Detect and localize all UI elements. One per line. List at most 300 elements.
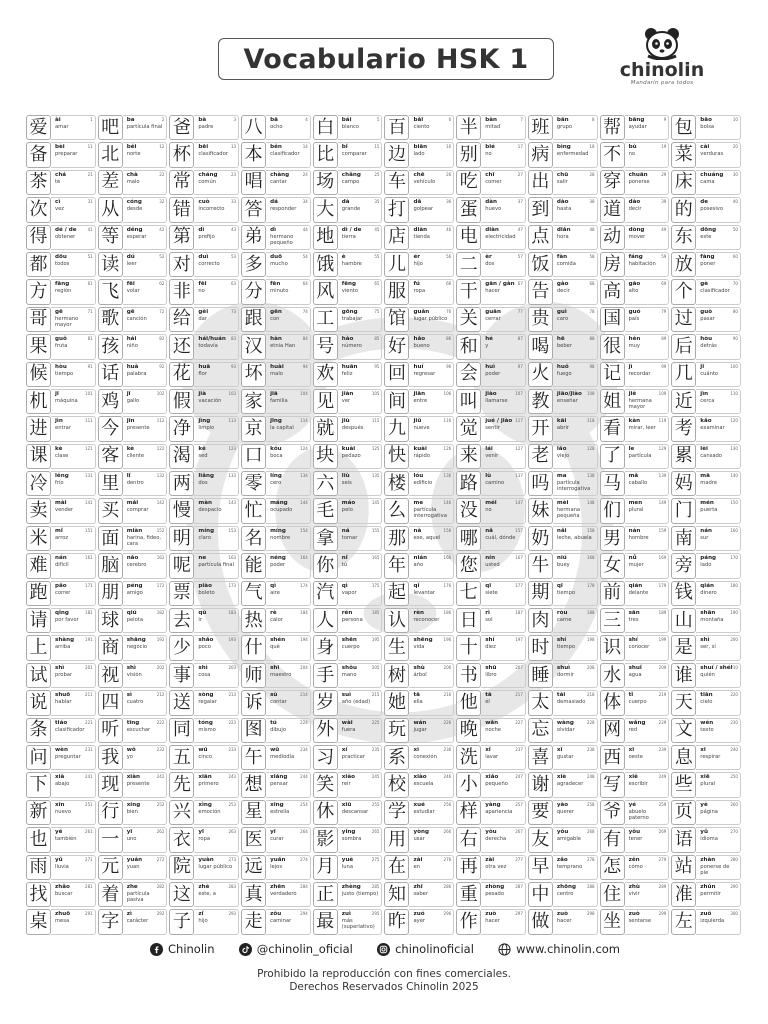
spanish-meaning: saber <box>413 890 428 897</box>
hanzi-character: 写 <box>600 772 625 797</box>
instagram-link[interactable] <box>377 942 474 956</box>
pinyin: nà <box>413 527 422 534</box>
website-link[interactable] <box>498 942 620 956</box>
hanzi-character: 少 <box>169 635 194 660</box>
entry-info <box>696 772 741 797</box>
entry-number: 144 <box>300 500 308 506</box>
facebook-link[interactable] <box>150 942 215 956</box>
entry-number: 227 <box>515 719 523 725</box>
spanish-meaning: presente <box>126 781 150 788</box>
entry-info <box>409 115 454 140</box>
vocab-entry <box>98 909 168 934</box>
pinyin: shì <box>55 664 65 671</box>
pinyin: pǎo <box>55 582 67 589</box>
hanzi-character: 喜 <box>528 745 553 770</box>
vocab-entry <box>456 115 526 140</box>
vocab-entry <box>241 225 311 250</box>
entry-number: 140 <box>730 473 738 479</box>
entry-info <box>625 225 670 250</box>
spanish-meaning: vez <box>55 206 64 213</box>
entry-number: 62 <box>159 281 165 287</box>
spanish-meaning: lejos <box>270 863 283 870</box>
hanzi-character: 天 <box>671 690 696 715</box>
hanzi-character: 重 <box>456 882 481 907</box>
hanzi-character: 晚 <box>456 718 481 743</box>
spanish-meaning: dibujo <box>270 726 287 733</box>
pinyin: ba <box>126 117 135 123</box>
vocab-entry <box>241 416 311 441</box>
vocab-entry <box>528 690 598 715</box>
brand-logo <box>612 26 712 96</box>
spanish-meaning: frío <box>55 480 64 487</box>
pinyin: bà <box>198 117 207 123</box>
vocab-entry <box>671 690 741 715</box>
entry-number: 67 <box>517 281 523 287</box>
pinyin: bàn <box>485 117 497 123</box>
vocab-entry <box>456 690 526 715</box>
entry-info <box>696 389 741 414</box>
entry-info <box>338 334 383 359</box>
entry-number: 172 <box>156 582 165 588</box>
hanzi-character: 来 <box>456 444 481 469</box>
hanzi-character: 今 <box>98 416 123 441</box>
entry-info <box>625 471 670 496</box>
spanish-meaning: comer <box>485 178 502 185</box>
spanish-meaning: conexión <box>413 753 437 760</box>
entry-number: 61 <box>87 281 93 287</box>
vocab-entry <box>98 334 168 359</box>
spanish-meaning: pelo <box>341 507 353 514</box>
spanish-meaning: yuan <box>126 863 140 870</box>
entry-number: 56 <box>446 253 452 259</box>
vocab-entry <box>384 745 454 770</box>
pinyin: chū <box>556 171 569 178</box>
entry-info <box>481 142 526 167</box>
entry-info <box>123 471 168 496</box>
entry-info <box>51 526 96 551</box>
spanish-meaning: hacer <box>485 288 500 295</box>
entry-number: 256 <box>443 801 452 807</box>
vocab-entry <box>671 252 741 277</box>
vocab-entry <box>528 362 598 387</box>
pinyin: yī <box>126 829 133 836</box>
vocab-entry <box>456 526 526 551</box>
pinyin: dōng <box>700 226 717 233</box>
hanzi-character: 图 <box>241 718 266 743</box>
entry-number: 275 <box>371 856 380 862</box>
spanish-meaning: hablar <box>55 699 72 706</box>
pinyin: yī <box>198 829 204 836</box>
entry-number: 120 <box>730 418 738 424</box>
facebook-icon <box>150 943 163 956</box>
vocab-entry <box>241 745 311 770</box>
entry-number: 251 <box>85 801 93 807</box>
pinyin: sòng <box>198 692 214 699</box>
vocab-entry <box>528 389 598 414</box>
pinyin: huān <box>341 363 358 370</box>
entry-number: 274 <box>300 856 308 862</box>
entry-info <box>194 225 239 250</box>
entry-info <box>625 882 670 907</box>
hanzi-character: 分 <box>241 279 266 304</box>
pinyin: lěng <box>55 473 69 480</box>
entry-number: 46 <box>446 226 452 232</box>
entry-number: 7 <box>520 117 523 122</box>
hanzi-character: 方 <box>26 279 51 304</box>
pinyin: shì <box>700 637 710 644</box>
pinyin: fáng <box>628 253 643 260</box>
pinyin: dì <box>198 226 205 233</box>
entry-number: 175 <box>371 582 380 588</box>
spanish-meaning: página <box>700 808 718 815</box>
globe-icon <box>498 943 511 956</box>
spanish-meaning: ocupado <box>270 507 293 514</box>
entry-info <box>266 416 311 441</box>
entry-info <box>338 362 383 387</box>
entry-info <box>553 498 598 523</box>
vocab-entry <box>313 444 383 469</box>
pinyin: qǐ <box>413 582 420 589</box>
pinyin: kè <box>126 445 135 452</box>
vocab-entry <box>169 115 239 140</box>
hanzi-character: 太 <box>528 690 553 715</box>
pinyin: yī <box>270 829 276 836</box>
vocab-entry <box>671 142 741 167</box>
pinyin: zuì <box>341 911 351 918</box>
hanzi-character: 多 <box>241 252 266 277</box>
pinyin: chà <box>126 171 138 178</box>
entry-info <box>481 635 526 660</box>
entry-number: 59 <box>661 253 667 259</box>
vocab-entry <box>384 115 454 140</box>
entry-number: 6 <box>448 117 452 122</box>
vocab-entry <box>313 581 383 606</box>
entry-number: 126 <box>443 445 452 451</box>
entry-number: 189 <box>658 610 667 616</box>
pinyin: zhèng <box>341 883 361 890</box>
pinyin: lèi <box>700 445 708 452</box>
entry-info <box>553 553 598 578</box>
entry-number: 49 <box>661 226 667 232</box>
entry-info <box>553 471 598 496</box>
vocab-entry <box>313 745 383 770</box>
entry-info <box>266 745 311 770</box>
pinyin: mài <box>55 500 67 507</box>
entry-number: 104 <box>300 390 308 396</box>
hanzi-character: 现 <box>98 772 123 797</box>
spanish-meaning: clasificador <box>700 288 730 295</box>
entry-number: 167 <box>515 555 523 561</box>
spanish-meaning: sentir <box>485 425 500 432</box>
pinyin: dá <box>270 199 278 206</box>
hanzi-character: 假 <box>169 389 194 414</box>
vocab-entry <box>241 279 311 304</box>
hanzi-character: 西 <box>600 745 625 770</box>
entry-info <box>123 197 168 222</box>
vocab-entry <box>241 444 311 469</box>
pinyin: xí <box>341 746 348 753</box>
hanzi-character: 服 <box>384 279 409 304</box>
entry-number: 55 <box>374 253 380 259</box>
entry-info <box>194 471 239 496</box>
entry-number: 75 <box>374 308 380 314</box>
entry-number: 5 <box>376 117 380 122</box>
spanish-meaning: maestro <box>270 671 292 678</box>
pinyin: è <box>341 253 346 260</box>
pinyin: nǎo <box>126 555 139 562</box>
pinyin: shǒu <box>341 664 357 671</box>
hanzi-character: 怎 <box>600 855 625 880</box>
entry-number: 246 <box>443 774 452 780</box>
pinyin: wàng <box>556 719 574 726</box>
spanish-meaning: qué <box>270 644 280 651</box>
entry-info <box>481 690 526 715</box>
entry-info <box>123 608 168 633</box>
hanzi-character: 楼 <box>384 471 409 496</box>
spanish-meaning: vacación <box>198 397 222 404</box>
hanzi-character: 左 <box>671 909 696 934</box>
hanzi-character: 吗 <box>528 471 553 496</box>
vocab-entry <box>241 855 311 880</box>
entry-number: 147 <box>515 500 523 506</box>
entry-info <box>266 909 311 934</box>
vocab-entry <box>26 362 96 387</box>
vocab-entry <box>384 690 454 715</box>
spanish-meaning: mucho <box>270 260 288 267</box>
vocab-entry <box>671 115 741 140</box>
vocab-entry <box>600 663 670 688</box>
entry-number: 230 <box>730 719 738 725</box>
entry-info <box>51 362 96 387</box>
spanish-meaning: electricidad <box>485 233 516 240</box>
spanish-meaning: más (superlativo) <box>341 918 375 931</box>
entry-number: 145 <box>371 500 380 506</box>
pinyin: huà <box>126 363 139 370</box>
spanish-meaning: cerebro <box>126 562 147 569</box>
entry-info <box>625 416 670 441</box>
spanish-meaning: cliente <box>126 452 145 459</box>
entry-info <box>696 170 741 195</box>
vocab-entry <box>98 444 168 469</box>
spanish-meaning: partícula interrogativa <box>413 507 447 520</box>
spanish-meaning: pequeño <box>485 781 508 788</box>
spanish-meaning: malo <box>126 178 140 185</box>
entry-info <box>123 690 168 715</box>
entry-info <box>696 581 741 606</box>
spanish-meaning: este <box>700 233 712 240</box>
hanzi-character: 诉 <box>241 690 266 715</box>
hanzi-character: 还 <box>169 334 194 359</box>
entry-info <box>51 882 96 907</box>
vocab-entry <box>169 389 239 414</box>
hanzi-character: 零 <box>241 471 266 496</box>
entry-info <box>266 526 311 551</box>
entry-number: 9 <box>663 117 667 122</box>
entry-number: 15 <box>374 144 380 150</box>
hanzi-character: 班 <box>528 115 553 140</box>
vocab-entry <box>528 252 598 277</box>
vocab-entry <box>98 855 168 880</box>
vocab-entry <box>98 827 168 852</box>
hanzi-character: 玩 <box>384 718 409 743</box>
entry-info <box>51 444 96 469</box>
pinyin: xìng <box>198 801 212 808</box>
vocab-entry <box>26 444 96 469</box>
hanzi-character: 跟 <box>241 307 266 332</box>
entry-info <box>338 279 383 304</box>
spanish-meaning: lado <box>700 562 712 569</box>
entry-info <box>481 416 526 441</box>
vocab-entry <box>671 334 741 359</box>
vocab-entry <box>313 909 383 934</box>
hanzi-character: 三 <box>600 608 625 633</box>
spanish-meaning: primero <box>198 781 219 788</box>
hanzi-character: 里 <box>98 471 123 496</box>
hanzi-character: 有 <box>600 827 625 852</box>
entry-number: 236 <box>443 746 452 752</box>
hanzi-character: 生 <box>384 635 409 660</box>
pinyin: bǐ <box>341 144 348 151</box>
pinyin: jǐ <box>700 363 705 370</box>
entry-number: 83 <box>231 336 237 342</box>
hanzi-character: 女 <box>600 553 625 578</box>
entry-number: 82 <box>159 336 165 342</box>
entry-number: 208 <box>586 664 595 670</box>
spanish-meaning: idioma <box>700 836 718 843</box>
spanish-meaning: él <box>485 699 490 706</box>
spanish-meaning: vender <box>55 507 74 514</box>
spanish-meaning: pasar <box>700 315 715 322</box>
hanzi-character: 岁 <box>313 690 338 715</box>
pinyin: nán <box>700 527 713 534</box>
entry-number: 188 <box>586 610 595 616</box>
pinyin: hé <box>485 336 493 343</box>
pinyin: jué / jiào <box>485 418 513 425</box>
pinyin: zhōng <box>556 883 576 890</box>
entry-number: 229 <box>658 719 667 725</box>
entry-number: 28 <box>589 171 595 177</box>
vocab-entry <box>26 526 96 551</box>
spanish-meaning: uno <box>126 836 137 843</box>
pinyin: shí <box>628 637 638 644</box>
hanzi-character: 文 <box>671 718 696 743</box>
hanzi-character: 要 <box>528 800 553 825</box>
entry-number: 248 <box>586 774 595 780</box>
hanzi-character: 茶 <box>26 170 51 195</box>
spanish-meaning: reconocer <box>413 617 440 624</box>
spanish-meaning: bien <box>126 808 138 815</box>
vocab-entry <box>26 553 96 578</box>
pinyin: mén <box>700 500 714 507</box>
entry-number: 35 <box>374 199 380 205</box>
entry-number: 57 <box>517 253 523 259</box>
entry-number: 216 <box>443 692 452 698</box>
vocab-entry <box>313 307 383 332</box>
hanzi-character: 口 <box>241 444 266 469</box>
hanzi-character: 洗 <box>456 745 481 770</box>
hanzi-character: 牛 <box>528 553 553 578</box>
hanzi-character: 条 <box>26 718 51 743</box>
pinyin: zuó <box>413 911 425 918</box>
vocab-entry <box>456 800 526 825</box>
pinyin: dào <box>556 199 569 206</box>
spanish-meaning: reír <box>341 781 351 788</box>
pinyin: jìn <box>700 390 709 397</box>
entry-number: 127 <box>515 445 523 451</box>
entry-info <box>338 608 383 633</box>
spanish-meaning: comprar <box>126 507 149 514</box>
pinyin: yǔ <box>700 829 708 836</box>
pinyin: liǎng <box>198 473 214 480</box>
pinyin: méi <box>485 500 497 507</box>
spanish-meaning: boca <box>270 452 283 459</box>
entry-info <box>123 362 168 387</box>
vocab-entry <box>169 772 239 797</box>
hanzi-character: 小 <box>456 772 481 797</box>
entry-info <box>123 252 168 277</box>
spanish-meaning: caballo <box>628 480 648 487</box>
spanish-meaning: carne <box>556 617 572 624</box>
hanzi-character: 脑 <box>98 553 123 578</box>
entry-info <box>194 334 239 359</box>
vocab-entry <box>456 608 526 633</box>
spanish-meaning: minuto <box>270 288 289 295</box>
entry-number: 114 <box>300 418 308 424</box>
spanish-meaning: abrir <box>556 425 570 432</box>
entry-info <box>51 827 96 852</box>
hanzi-character: 百 <box>384 115 409 140</box>
vocab-entry <box>169 362 239 387</box>
hanzi-character: 笑 <box>313 772 338 797</box>
entry-number: 159 <box>658 527 667 533</box>
entry-number: 54 <box>302 253 308 259</box>
spanish-meaning: beber <box>556 343 572 350</box>
hanzi-character: 话 <box>98 362 123 387</box>
pinyin: dōu <box>55 253 67 260</box>
entry-info <box>194 581 239 606</box>
pinyin: wǒ <box>126 746 136 753</box>
vocab-entry <box>169 279 239 304</box>
pinyin: xī <box>700 746 706 753</box>
hanzi-character: 汉 <box>241 334 266 359</box>
vocab-entry <box>313 800 383 825</box>
pinyin: shàng <box>55 637 75 644</box>
entry-info <box>625 608 670 633</box>
entry-info <box>696 444 741 469</box>
hanzi-character: 很 <box>600 334 625 359</box>
vocab-entry <box>98 772 168 797</box>
hanzi-character: 给 <box>169 307 194 332</box>
hanzi-character: 住 <box>600 882 625 907</box>
pinyin: lù <box>485 473 492 480</box>
pinyin: kuài <box>341 445 356 452</box>
entry-number: 215 <box>371 692 380 698</box>
entry-number: 20 <box>732 144 738 150</box>
vocab-entry <box>26 115 96 140</box>
hanzi-character: 坐 <box>600 909 625 934</box>
tiktok-link[interactable] <box>239 942 353 956</box>
entry-info <box>51 142 96 167</box>
hanzi-character: 馆 <box>384 307 409 332</box>
hanzi-character: 找 <box>26 882 51 907</box>
hanzi-character: 爱 <box>26 115 51 140</box>
entry-number: 255 <box>371 801 380 807</box>
entry-info <box>51 635 96 660</box>
entry-info <box>266 279 311 304</box>
entry-number: 71 <box>87 308 93 314</box>
spanish-meaning: tiempo <box>556 644 576 651</box>
vocab-entry <box>384 608 454 633</box>
